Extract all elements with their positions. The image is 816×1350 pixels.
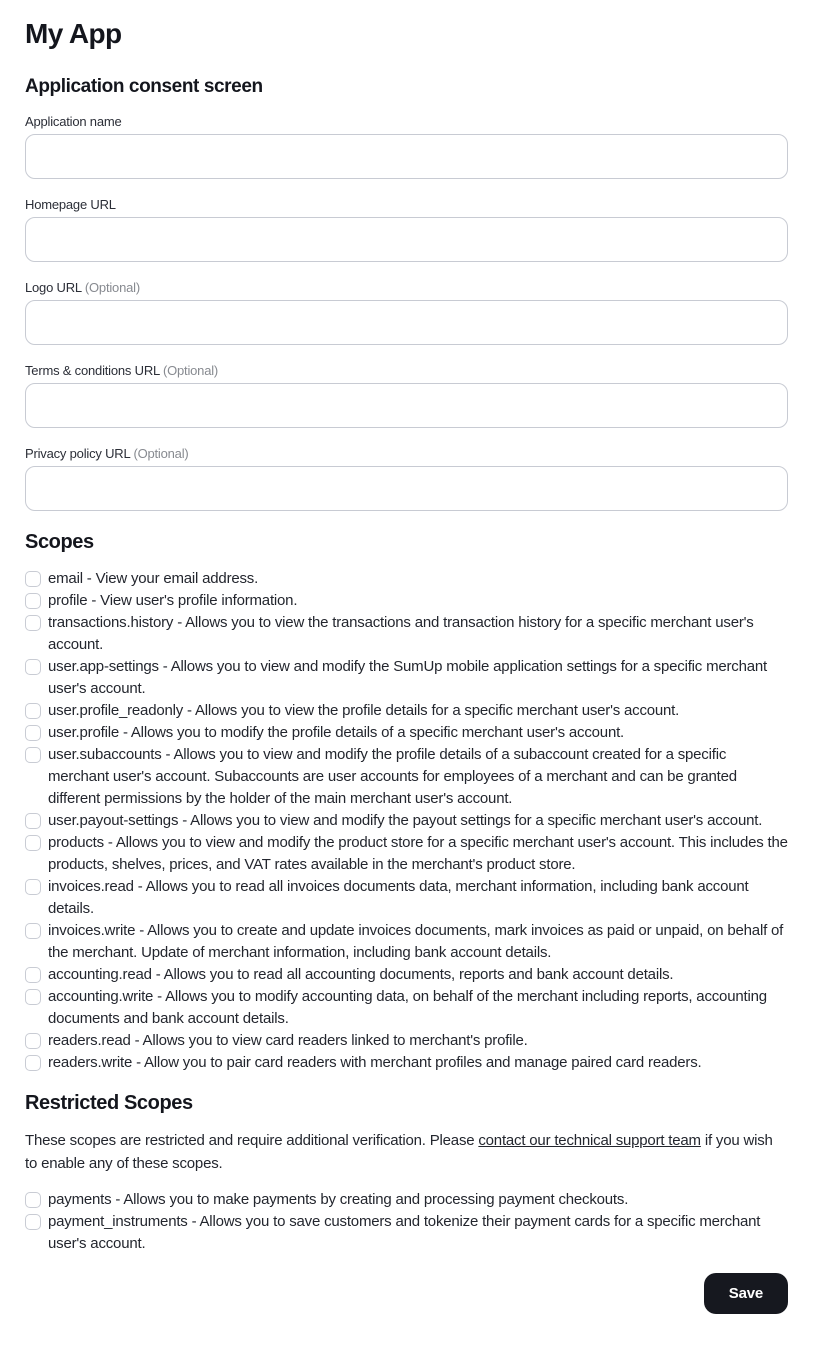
scope-row-user-profile	[25, 722, 788, 744]
scope-payments-label: payments - Allows you to make payments by creating and processing payment checkouts.	[48, 1191, 629, 1208]
scope-row-transactions-history	[25, 612, 788, 656]
privacy-policy-url-label: Privacy policy URL (Optional)	[25, 446, 189, 461]
scope-row-invoices-read	[25, 876, 788, 920]
form-actions	[25, 1273, 788, 1314]
application-name-label: Application name	[25, 114, 122, 129]
homepage-url-input[interactable]	[25, 217, 788, 262]
scope-readers-write-checkbox[interactable]	[25, 1055, 41, 1071]
scope-accounting-read-label: accounting.read - Allows you to read all accounting documents, reports and bank account details.	[48, 966, 674, 983]
consent-screen-heading: Application consent screen	[25, 76, 263, 97]
terms-conditions-url-label: Terms & conditions URL (Optional)	[25, 363, 219, 378]
scope-invoices-write-checkbox[interactable]	[25, 923, 41, 939]
scope-accounting-read-checkbox[interactable]	[25, 967, 41, 983]
scope-user-payout-settings-checkbox[interactable]	[25, 813, 41, 829]
scope-row-user-profile-readonly	[25, 700, 788, 722]
scope-payment-instruments-label: payment_instruments - Allows you to save customers and tokenize their payment cards for a specific merchant user's account.	[48, 1213, 761, 1252]
terms-conditions-url-input[interactable]	[25, 383, 788, 428]
scope-invoices-write-label: invoices.write - Allows you to create and update invoices documents, mark invoices as paid or unpaid, on behalf of the merchant. Update of merchant information, including bank account details.	[48, 922, 784, 961]
scope-row-email	[25, 568, 788, 590]
scope-row-payments	[25, 1189, 788, 1211]
scope-row-accounting-write	[25, 986, 788, 1030]
homepage-url-field	[25, 197, 788, 262]
scope-row-accounting-read	[25, 964, 788, 986]
scope-transactions-history-checkbox[interactable]	[25, 615, 41, 631]
save-button[interactable]: Save	[704, 1273, 788, 1314]
note-text-after: if you wish to enable any of these scopes.	[25, 1132, 773, 1172]
scopes-list	[25, 568, 788, 1074]
scope-user-profile-readonly-label: user.profile_readonly - Allows you to view the profile details for a specific merchant user's account.	[48, 702, 680, 719]
scope-email-label: email - View your email address.	[48, 570, 259, 587]
logo-url-field	[25, 280, 788, 345]
homepage-url-label: Homepage URL	[25, 197, 116, 212]
scope-user-payout-settings-label: user.payout-settings - Allows you to view and modify the payout settings for a specific merchant user's account.	[48, 812, 763, 829]
scope-row-products	[25, 832, 788, 876]
logo-url-label: Logo URL (Optional)	[25, 280, 140, 295]
scope-invoices-read-label: invoices.read - Allows you to read all invoices documents data, merchant information, including bank account details.	[48, 878, 749, 917]
note-text-before: These scopes are restricted and require additional verification. Please	[25, 1132, 479, 1149]
scope-user-profile-label: user.profile - Allows you to modify the profile details of a specific merchant user's account.	[48, 724, 625, 741]
scope-readers-write-label: readers.write - Allow you to pair card readers with merchant profiles and manage paired card readers.	[48, 1054, 702, 1071]
application-name-input[interactable]	[25, 134, 788, 179]
terms-conditions-url-field	[25, 363, 788, 428]
privacy-policy-url-field	[25, 446, 788, 511]
restricted-scopes-list	[25, 1189, 788, 1255]
scope-profile-checkbox[interactable]	[25, 593, 41, 609]
scope-row-user-subaccounts	[25, 744, 788, 810]
scope-products-checkbox[interactable]	[25, 835, 41, 851]
contact-support-link[interactable]: contact our technical support team	[478, 1132, 701, 1149]
scope-row-profile	[25, 590, 788, 612]
scope-row-readers-write	[25, 1052, 788, 1074]
scope-user-profile-checkbox[interactable]	[25, 725, 41, 741]
scope-readers-read-label: readers.read - Allows you to view card readers linked to merchant's profile.	[48, 1032, 528, 1049]
scope-payments-checkbox[interactable]	[25, 1192, 41, 1208]
optional-hint: (Optional)	[162, 363, 219, 378]
optional-hint: (Optional)	[84, 280, 140, 295]
restricted-scopes-note	[25, 1129, 788, 1175]
scope-invoices-read-checkbox[interactable]	[25, 879, 41, 895]
scope-payment-instruments-checkbox[interactable]	[25, 1214, 41, 1230]
restricted-scopes-heading: Restricted Scopes	[25, 1092, 193, 1114]
optional-hint: (Optional)	[133, 446, 189, 461]
scope-user-app-settings-label: user.app-settings - Allows you to view and modify the SumUp mobile application settings for a specific merchant user's account.	[48, 658, 767, 697]
scope-user-app-settings-checkbox[interactable]	[25, 659, 41, 675]
privacy-policy-url-input[interactable]	[25, 466, 788, 511]
scope-user-subaccounts-checkbox[interactable]	[25, 747, 41, 763]
logo-url-input[interactable]	[25, 300, 788, 345]
scope-row-payment-instruments	[25, 1211, 788, 1255]
scopes-heading: Scopes	[25, 531, 94, 553]
scope-accounting-write-label: accounting.write - Allows you to modify accounting data, on behalf of the merchant including reports, accounting documents and bank account details.	[48, 988, 767, 1027]
scope-readers-read-checkbox[interactable]	[25, 1033, 41, 1049]
scope-row-user-app-settings	[25, 656, 788, 700]
scope-transactions-history-label: transactions.history - Allows you to view the transactions and transaction history for a specific merchant user's account.	[48, 614, 754, 653]
scope-email-checkbox[interactable]	[25, 571, 41, 587]
scope-user-profile-readonly-checkbox[interactable]	[25, 703, 41, 719]
scope-accounting-write-checkbox[interactable]	[25, 989, 41, 1005]
scope-row-invoices-write	[25, 920, 788, 964]
application-name-field	[25, 114, 788, 179]
scope-row-user-payout-settings	[25, 810, 788, 832]
scope-row-readers-read	[25, 1030, 788, 1052]
scope-products-label: products - Allows you to view and modify the product store for a specific merchant user's account. This includes the products, shelves, prices, and VAT rates available in the merchant's product store.	[48, 834, 788, 873]
scope-user-subaccounts-label: user.subaccounts - Allows you to view and modify the profile details of a subaccount created for a specific merchant user's account. Subaccounts are user accounts for employees of a merchant and can be granted different permissions by the holder of the main merchant user's account.	[48, 746, 737, 807]
page-title: My App	[25, 18, 122, 49]
scope-profile-label: profile - View user's profile information.	[48, 592, 298, 609]
